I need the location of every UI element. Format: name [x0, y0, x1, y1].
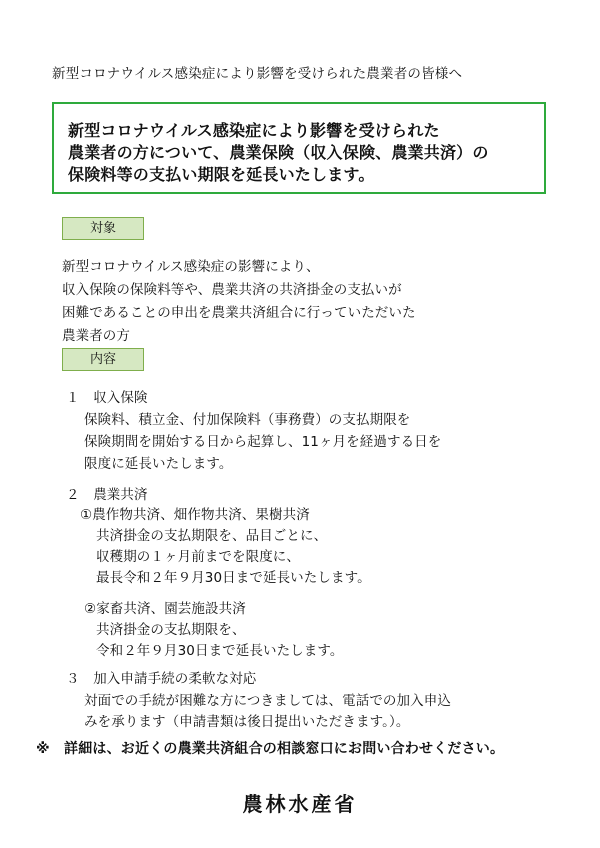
- item2-sub2-heading: ②家畜共済、園芸施設共済: [84, 601, 246, 617]
- target-section-tag: 対象: [62, 217, 144, 240]
- item2-sub1-heading: ①農作物共済、畑作物共済、果樹共済: [80, 507, 310, 523]
- headline-line-3: 保険料等の支払い期限を延長いたします。: [68, 165, 375, 184]
- item3-heading: ３ 加入申請手続の柔軟な対応: [66, 671, 257, 687]
- item2-sub1-line-1: 共済掛金の支払期限を、品目ごとに、: [96, 528, 328, 544]
- headline-box: [52, 102, 546, 194]
- item1-line-2: 保険期間を開始する日から起算し、11ヶ月を経過する日を: [84, 434, 442, 450]
- item2-sub1-line-2: 収穫期の１ヶ月前までを限度に、: [96, 549, 300, 565]
- content-section-tag: 内容: [62, 348, 144, 371]
- item1-line-1: 保険料、積立金、付加保険料（事務費）の支払期限を: [84, 412, 411, 428]
- item2-heading: ２ 農業共済: [66, 487, 148, 503]
- inquiry-note: ※ 詳細は、お近くの農業共済組合の相談窓口にお問い合わせください。: [36, 741, 505, 757]
- target-line-2: 収入保険の保険料等や、農業共済の共済掛金の支払いが: [62, 282, 402, 298]
- item1-heading: １ 収入保険: [66, 390, 148, 406]
- target-line-1: 新型コロナウイルス感染症の影響により、: [62, 259, 320, 275]
- headline-line-2: 農業者の方について、農業保険（収入保険、農業共済）の: [68, 143, 489, 162]
- addressee-line: 新型コロナウイルス感染症により影響を受けられた農業者の皆様へ: [52, 66, 463, 82]
- item2-sub1-line-3: 最長令和２年９月30日まで延長いたします。: [96, 570, 371, 586]
- ministry-name: 農林水産省: [242, 792, 358, 816]
- target-line-3: 困難であることの申出を農業共済組合に行っていただいた: [62, 305, 416, 321]
- item2-sub2-line-2: 令和２年９月30日まで延長いたします。: [96, 643, 344, 659]
- item3-line-1: 対面での手続が困難な方につきましては、電話での加入申込: [84, 693, 451, 709]
- item3-line-2: みを承ります（申請書類は後日提出いただきます。）。: [84, 714, 410, 730]
- item2-sub2-line-1: 共済掛金の支払期限を、: [96, 622, 246, 638]
- item1-line-3: 限度に延長いたします。: [84, 456, 233, 472]
- headline-line-1: 新型コロナウイルス感染症により影響を受けられた: [68, 121, 440, 140]
- target-line-4: 農業者の方: [62, 328, 130, 344]
